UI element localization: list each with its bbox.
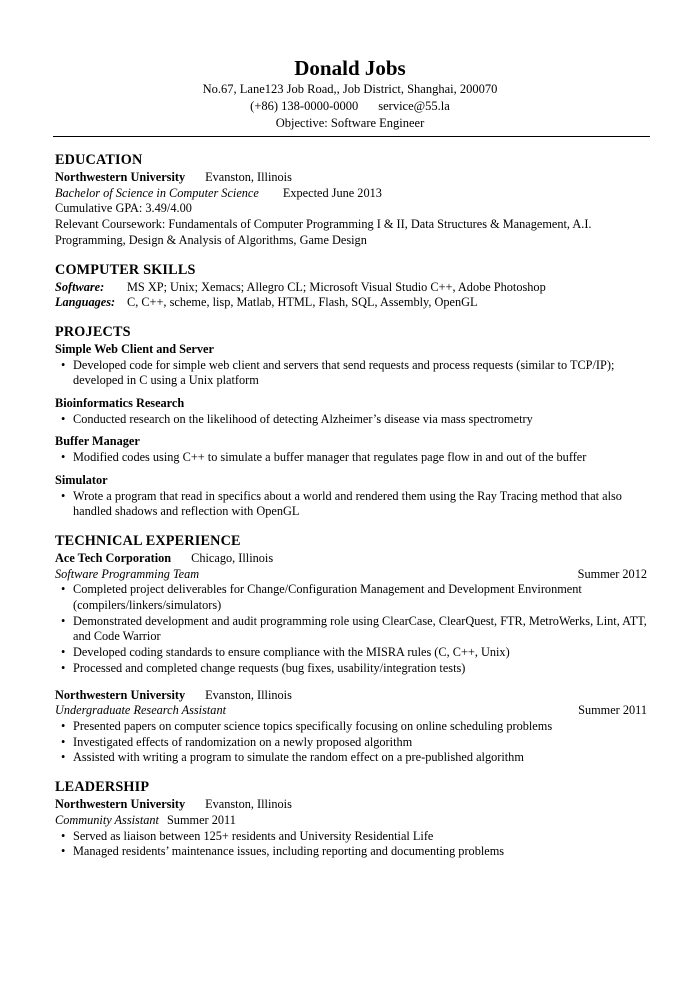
bullet-text: Demonstrated development and audit programming role using ClearCase, ClearQuest, FTR, MetroWerks, Lint, ATT, and Code Warrior	[73, 613, 647, 644]
employer-location: Chicago, Illinois	[191, 550, 274, 565]
contact-line	[0, 98, 700, 115]
bullet-icon: •	[61, 357, 66, 372]
email-address: service@55.la	[378, 99, 450, 113]
job-date: Summer 2011	[578, 703, 647, 718]
bullet-text: Managed residents’ maintenance issues, including reporting and documenting problems	[73, 844, 505, 859]
bullet-icon: •	[61, 660, 66, 675]
bullet-text: Presented papers on computer science topics specifically focusing on online scheduling problems	[73, 718, 553, 733]
bullet-icon: •	[61, 828, 66, 843]
list-item	[55, 358, 647, 389]
employer-name: Northwestern University	[55, 687, 186, 702]
bullet-icon: •	[61, 613, 66, 628]
list-item	[55, 450, 647, 466]
education-section	[55, 150, 647, 249]
bullet-icon: •	[61, 844, 66, 859]
bullet-icon: •	[61, 718, 66, 733]
leadership-role: Community Assistant	[55, 812, 159, 827]
list-item	[55, 719, 647, 735]
objective-line: Objective: Software Engineer	[275, 116, 425, 130]
project-title: Bioinformatics Research	[55, 396, 185, 411]
software-list: MS XP; Unix; Xemacs; Allegro CL; Microsoft Visual Studio C++, Adobe Photoshop	[127, 279, 546, 294]
bullet-icon: •	[61, 582, 66, 597]
languages-list: C, C++, scheme, lisp, Matlab, HTML, Flash, SQL, Assembly, OpenGL	[127, 295, 478, 310]
bullet-text: Processed and completed change requests (bug fixes, usability/integration tests)	[73, 660, 466, 675]
candidate-name: Donald Jobs	[294, 56, 406, 80]
resume-header	[0, 55, 700, 132]
bullet-text: Developed code for simple web client and servers that send requests and process requests (similar to TCP/IP); developed in C using a Unix platform	[73, 357, 615, 388]
address-line: No.67, Lane123 Job Road,, Job District, Shanghai, 200070	[202, 82, 498, 96]
bullet-text: Modified codes using C++ to simulate a buffer manager that regulates page flow in and out of the buffer	[73, 450, 587, 465]
bullet-text: Assisted with writing a program to simulate the random effect on a pre-published algorithm	[73, 750, 524, 765]
project-item	[55, 434, 647, 465]
organization-location: Evanston, Illinois	[205, 797, 292, 812]
list-item	[55, 489, 647, 520]
list-item	[55, 614, 647, 645]
projects-section	[55, 322, 647, 520]
school-name: Northwestern University	[55, 170, 186, 184]
project-item	[55, 396, 647, 427]
list-item	[55, 735, 647, 751]
bullet-icon: •	[61, 645, 66, 660]
section-title: EDUCATION	[55, 152, 143, 168]
bullet-text: Wrote a program that read in specifics about a world and rendered them using the Ray Tracing method that also handled shadows and reflection with OpenGL	[73, 488, 622, 519]
job-entry	[55, 551, 647, 677]
organization-name: Northwestern University	[55, 797, 186, 812]
experience-section	[55, 531, 647, 766]
project-item	[55, 473, 647, 520]
list-item	[55, 844, 647, 860]
degree: Bachelor of Science in Computer Science	[55, 185, 259, 200]
bullet-icon: •	[61, 734, 66, 749]
job-role: Undergraduate Research Assistant	[55, 703, 227, 718]
job-role: Software Programming Team	[55, 566, 200, 581]
leadership-section	[55, 777, 647, 860]
bullet-icon: •	[61, 450, 66, 465]
employer-location: Evanston, Illinois	[205, 687, 292, 702]
list-item	[55, 412, 647, 428]
bullet-text: Conducted research on the likelihood of detecting Alzheimer’s disease via mass spectrometry	[73, 411, 533, 426]
list-item	[55, 582, 647, 613]
bullet-text: Developed coding standards to ensure compliance with the MISRA rules (C, C++, Unix)	[73, 645, 510, 660]
section-title: COMPUTER SKILLS	[55, 261, 196, 278]
bullet-text: Investigated effects of randomization on a newly proposed algorithm	[73, 734, 413, 749]
section-title: PROJECTS	[55, 323, 131, 340]
list-item	[55, 829, 647, 845]
school-location: Evanston, Illinois	[205, 170, 292, 184]
phone-number: (+86) 138-0000-0000	[250, 99, 359, 113]
project-title: Simulator	[55, 472, 108, 487]
list-item	[55, 645, 647, 661]
gpa: Cumulative GPA: 3.49/4.00	[55, 201, 192, 216]
project-item	[55, 342, 647, 389]
bullet-icon: •	[61, 488, 66, 503]
coursework: Relevant Coursework: Fundamentals of Computer Programming I & II, Data Structures & Management, A.I. Programming, Design & Analysis of Algorithms, Game Design	[55, 217, 592, 247]
list-item	[55, 661, 647, 677]
header-divider	[53, 136, 650, 137]
project-title: Buffer Manager	[55, 434, 140, 449]
bullet-text: Completed project deliverables for Change/Configuration Management and Development Environment (compilers/linkers/simulators)	[73, 582, 582, 613]
resume-body	[55, 150, 647, 871]
bullet-icon: •	[61, 411, 66, 426]
leadership-date: Summer 2011	[166, 812, 236, 827]
software-label: Software:	[55, 279, 105, 294]
bullet-icon: •	[61, 750, 66, 765]
bullet-text: Served as liaison between 125+ residents and University Residential Life	[73, 828, 434, 843]
expected-graduation: Expected June 2013	[282, 185, 382, 200]
job-entry	[55, 688, 647, 767]
employer-name: Ace Tech Corporation	[55, 550, 172, 565]
skills-section	[55, 260, 647, 311]
project-title: Simple Web Client and Server	[55, 341, 214, 356]
section-title: TECHNICAL EXPERIENCE	[55, 532, 241, 549]
section-title: LEADERSHIP	[55, 779, 150, 796]
list-item	[55, 750, 647, 766]
job-date: Summer 2012	[577, 566, 647, 581]
languages-label: Languages:	[55, 295, 116, 310]
